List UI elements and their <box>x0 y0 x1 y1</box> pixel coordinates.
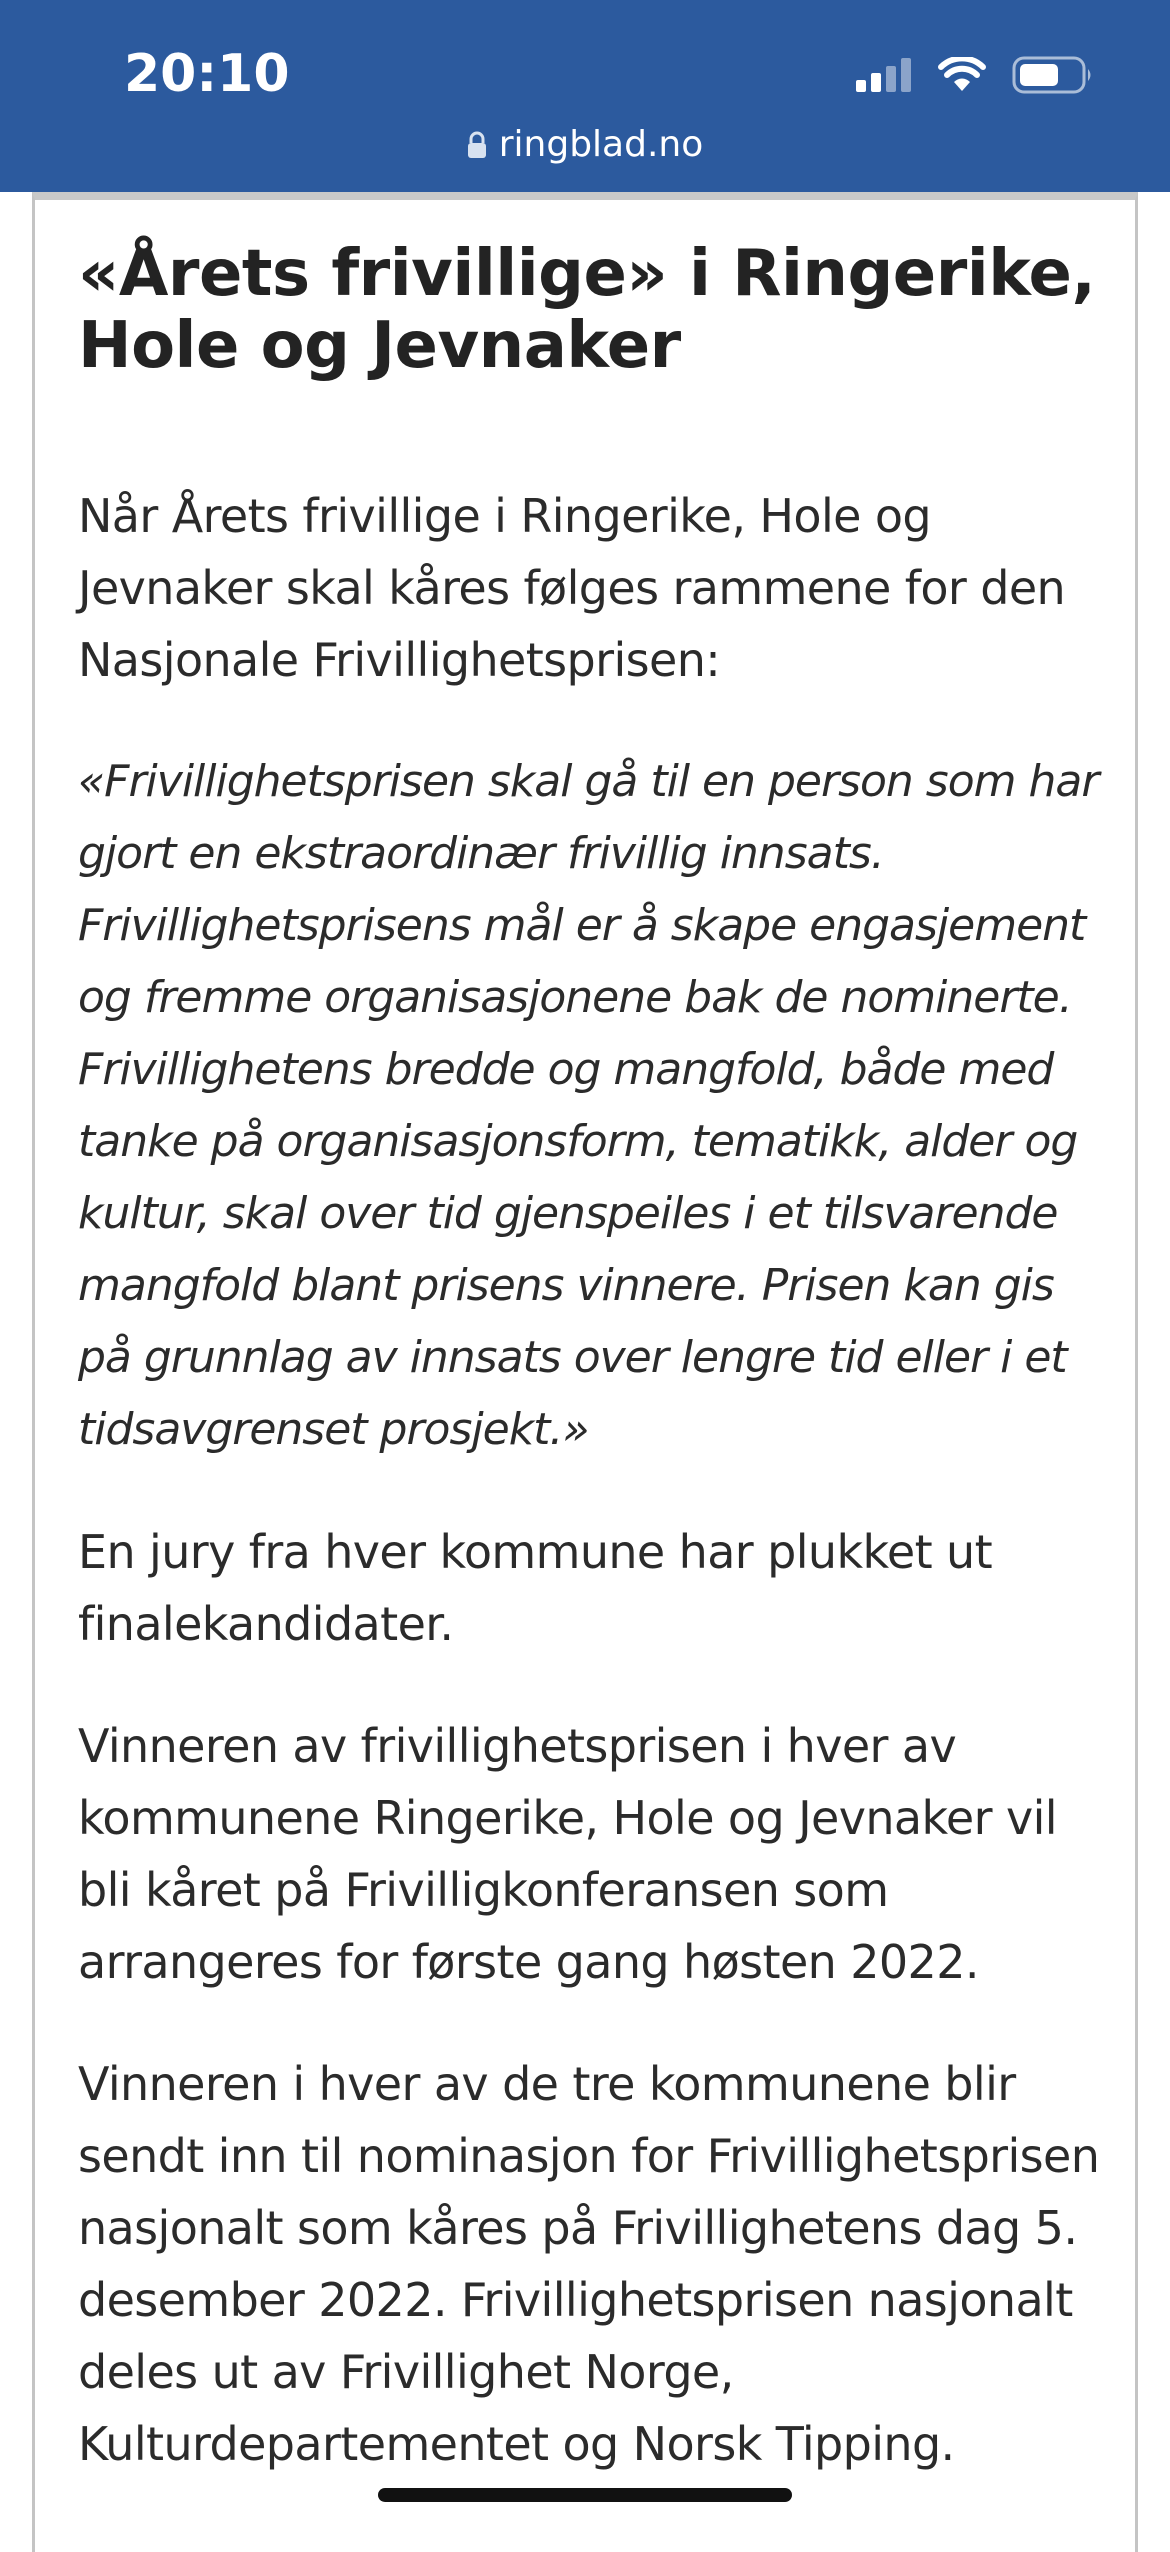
status-time: 20:10 <box>124 44 290 104</box>
article-paragraph: Vinneren i hver av de tre kommunene blir sendt inn til nominasjon for Frivillighetsprisen nasjonalt som kåres på Frivillighetens dag 5. desember 2022. Frivillighetsprisen nasjonalt deles ut av Frivillighet Norge, Kulturdepartementet og Norsk Tipping. <box>78 2057 1100 2471</box>
cellular-signal-icon <box>856 58 912 96</box>
article-title: «Årets frivillige» i Ringerike, Hole og Jevnaker <box>78 237 1096 383</box>
address-bar[interactable] <box>0 124 1170 168</box>
wifi-icon <box>938 57 986 97</box>
article-paragraph: Vinneren av frivillighetsprisen i hver av kommunene Ringerike, Hole og Jevnaker vil bli kåret på Frivilligkonferansen som arrangeres for første gang høsten 2022. <box>78 1719 1057 1989</box>
article-quote: «Frivillighetsprisen skal gå til en person som har gjort en ekstraordinær frivillig innsats. Frivillighetsprisens mål er å skape engasjement og fremme organisasjonene bak de nominerte. Frivillighetens bredde og mangfold, både med tanke på organisasjonsform, tematikk, alder og kultur, skal over tid gjenspeiles i et tilsvarende mangfold blant prisens vinnere. Prisen kan gis på grunnlag av innsats over lengre tid eller i et tidsavgrenset prosjekt.» <box>78 756 1099 1455</box>
url-text: ringblad.no <box>498 124 704 165</box>
article-paragraph: En jury fra hver kommune har plukket ut finalekandidater. <box>78 1525 993 1651</box>
battery-icon <box>1012 56 1094 98</box>
home-indicator[interactable] <box>378 2488 792 2502</box>
lock-icon <box>467 127 487 168</box>
status-icons <box>856 56 1094 98</box>
article-paragraph: Når Årets frivillige i Ringerike, Hole og Jevnaker skal kåres følges rammene for den Nasjonale Frivillighetsprisen: <box>78 489 1066 687</box>
status-bar <box>0 0 1170 192</box>
article <box>78 238 1108 2480</box>
